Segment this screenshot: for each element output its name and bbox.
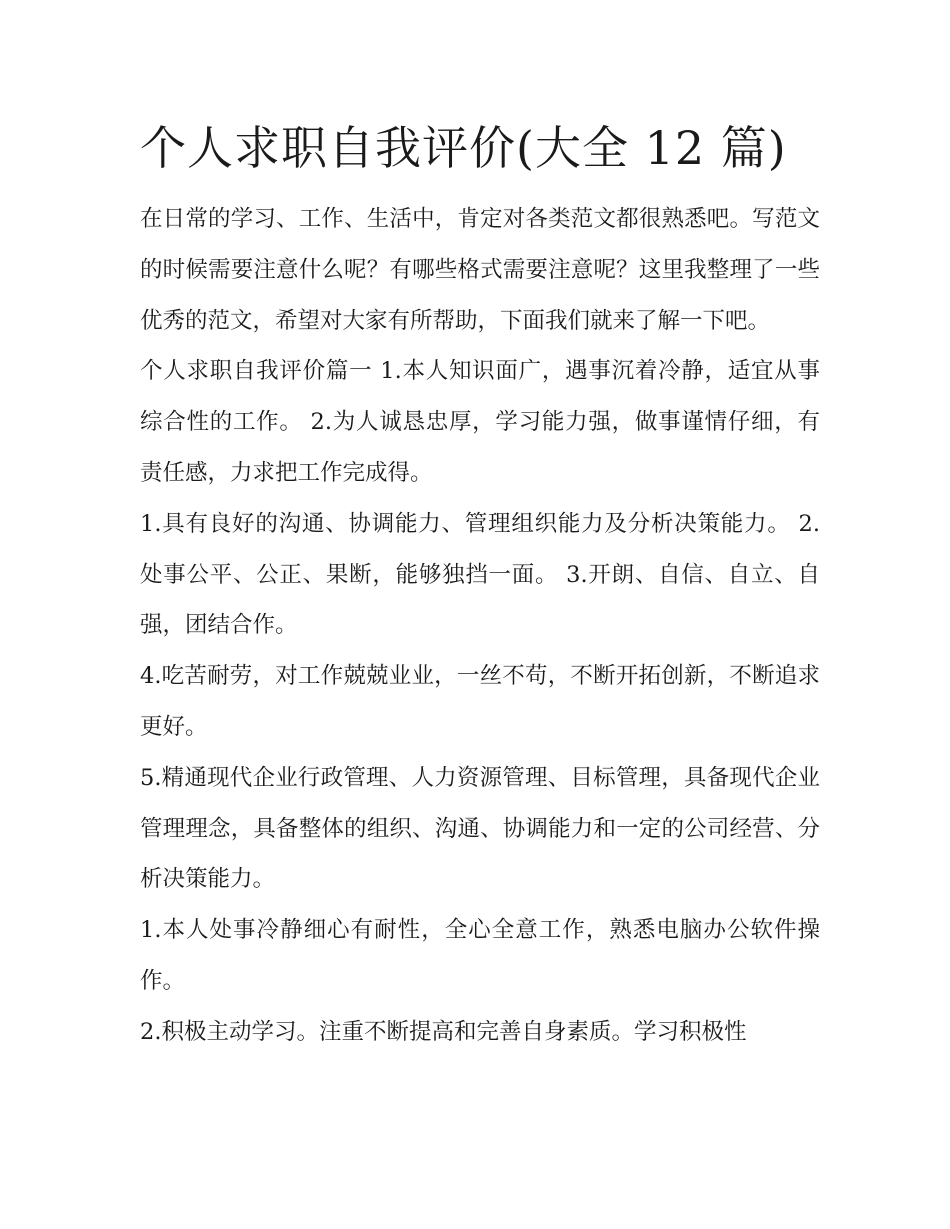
paragraph-intro: 在日常的学习、工作、生活中，肯定对各类范文都很熟悉吧。写范文的时候需要注意什么呢？有哪些格式需要注意呢？这里我整理了一些优秀的范文，希望对大家有所帮助，下面我们就来了解一下吧。 [140, 206, 820, 334]
paragraph-evaluation-6: 2.积极主动学习。注重不断提高和完善自身素质。学习积极性 [140, 1018, 747, 1045]
document-title: 个人求职自我评价(大全 12 篇) [140, 121, 787, 175]
paragraph-evaluation-2: 1.具有良好的沟通、协调能力、管理组织能力及分析决策能力。 2.处事公平、公正、果断，能够独挡一面。 3.开朗、自信、自立、自强，团结合作。 [140, 510, 820, 639]
paragraph-evaluation-1: 个人求职自我评价篇一 1.本人知识面广，遇事沉着冷静，适宜从事综合性的工作。 2.为人诚恳忠厚，学习能力强，做事谨情仔细，有责任感，力求把工作完成得。 [140, 358, 820, 486]
document-body [140, 112, 820, 1058]
paragraph-evaluation-4: 5.精通现代企业行政管理、人力资源管理、目标管理，具备现代企业管理理念，具备整体的组织、沟通、协调能力和一定的公司经营、分析决策能力。 [140, 764, 820, 893]
paragraph-evaluation-5: 1.本人处事冷静细心有耐性，全心全意工作，熟悉电脑办公软件操作。 [140, 917, 820, 994]
paragraph-evaluation-3: 4.吃苦耐劳，对工作兢兢业业，一丝不苟，不断开拓创新，不断追求更好。 [140, 663, 820, 740]
